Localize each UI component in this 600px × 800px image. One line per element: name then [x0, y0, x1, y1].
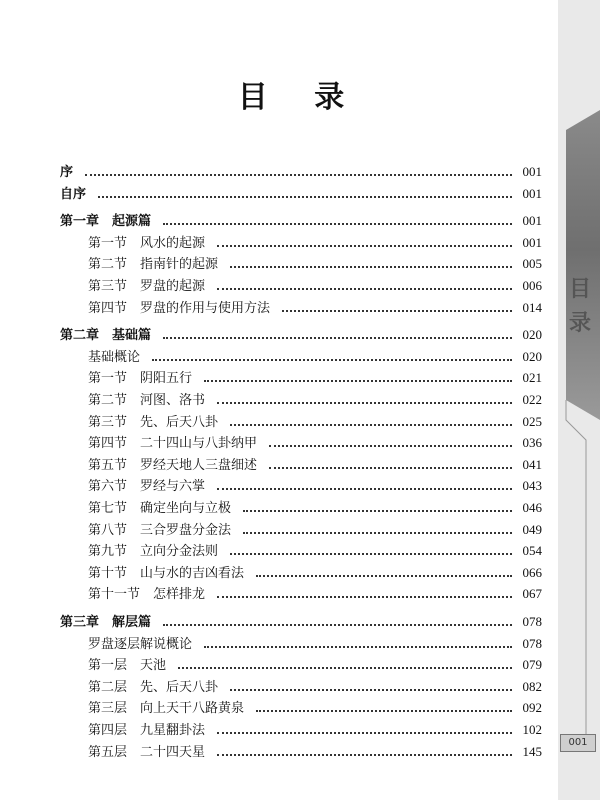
dot-leader [163, 223, 512, 225]
dot-leader [243, 510, 512, 512]
dot-leader [217, 288, 512, 290]
toc-entry-label: 第九节 立向分金法则 [88, 544, 219, 560]
dot-leader [217, 402, 512, 404]
toc-entry-label: 第五层 二十四天星 [88, 744, 206, 760]
toc-entry-page: 021 [522, 370, 542, 386]
toc-entry[interactable] [60, 388, 542, 408]
dot-leader [256, 575, 512, 577]
dot-leader [230, 553, 512, 555]
toc-entry[interactable] [60, 274, 542, 294]
toc-entry-label: 第四节 罗盘的作用与使用方法 [88, 300, 271, 316]
toc-entry-page: 079 [522, 657, 542, 673]
toc-entry[interactable] [60, 518, 542, 538]
side-tab-label: 目 录 [568, 277, 591, 336]
toc-entry[interactable] [60, 696, 542, 716]
toc-entry-page: 001 [522, 234, 542, 250]
toc-entry-label: 第三层 向上天干八路黄泉 [88, 701, 245, 717]
toc-entry[interactable] [60, 252, 542, 272]
toc-entry-page: 001 [522, 164, 542, 179]
toc-entry-label: 第三章 解层篇 [60, 615, 152, 630]
toc-entry-page: 041 [522, 456, 542, 472]
toc-entry-page: 014 [522, 299, 542, 315]
dot-leader [98, 196, 512, 198]
toc-entry[interactable] [60, 653, 542, 673]
dot-leader [269, 445, 512, 447]
toc-entry-label: 第二节 河图、洛书 [88, 393, 206, 408]
toc-entry[interactable] [60, 296, 542, 316]
toc-entry[interactable] [60, 496, 542, 516]
dot-leader [152, 359, 512, 361]
toc-entry-label: 第二层 先、后天八卦 [88, 679, 219, 695]
page-number: 001 [560, 734, 596, 752]
dot-leader [269, 467, 512, 469]
dot-leader [217, 596, 512, 598]
toc-entry[interactable] [60, 539, 542, 559]
toc-entry[interactable] [60, 410, 542, 430]
toc-entry-page: 025 [522, 413, 542, 429]
toc-entry-label: 第四层 九星翻卦法 [88, 723, 206, 738]
toc-entry-label: 第六节 罗经与六掌 [88, 479, 206, 495]
toc-entry-page: 022 [522, 392, 542, 407]
toc-entry-label: 第三节 罗盘的起源 [88, 279, 206, 294]
dot-leader [217, 754, 512, 756]
toc-entry[interactable] [60, 366, 542, 386]
toc-entry-label: 第十一节 怎样排龙 [88, 587, 206, 603]
toc-entry-page: 020 [522, 327, 542, 343]
dot-leader [243, 532, 512, 534]
dot-leader [230, 266, 512, 268]
page-title: 目 录 [237, 80, 363, 115]
side-tab-shape [558, 0, 600, 800]
dot-leader [204, 380, 512, 382]
toc-entry[interactable] [60, 610, 542, 630]
toc-entry-page: 092 [522, 700, 542, 716]
toc-entry[interactable] [60, 209, 542, 229]
toc-entry[interactable] [60, 453, 542, 473]
toc-entry-label: 第十节 山与水的吉凶看法 [88, 565, 245, 581]
toc-entry[interactable] [60, 582, 542, 602]
toc-entry-label: 第一节 风水的起源 [88, 235, 206, 251]
dot-leader [282, 310, 512, 312]
toc-entry-page: 145 [522, 743, 542, 759]
toc-entry-page: 066 [522, 564, 542, 580]
toc-entry-label: 第三节 先、后天八卦 [88, 414, 219, 430]
dot-leader [178, 667, 512, 669]
toc-entry-page: 001 [522, 185, 542, 201]
toc-entry[interactable] [60, 474, 542, 494]
toc-entry[interactable] [60, 231, 542, 251]
toc-entry-label: 第八节 三合罗盘分金法 [88, 522, 232, 538]
dot-leader [217, 732, 512, 734]
toc-entry-label: 序 [60, 165, 74, 180]
toc-entry-page: 067 [522, 586, 542, 602]
toc-entry-page: 054 [522, 543, 542, 559]
toc-entry-page: 082 [522, 678, 542, 694]
toc-entry[interactable] [60, 718, 542, 738]
toc-entry-label: 第五节 罗经天地人三盘细述 [88, 457, 258, 473]
toc-entry[interactable] [60, 160, 542, 180]
toc-entry-label: 第一层 天池 [88, 658, 167, 674]
toc-entry[interactable] [60, 740, 542, 760]
toc-entry[interactable] [60, 675, 542, 695]
toc-entry-page: 043 [522, 478, 542, 494]
dot-leader [163, 624, 512, 626]
toc-entry-label: 基础概论 [88, 349, 141, 365]
toc-entry-page: 036 [522, 435, 542, 451]
toc-entry-page: 102 [522, 722, 542, 737]
dot-leader [163, 337, 512, 339]
dot-leader [204, 646, 512, 648]
toc-entry-label: 第二章 基础篇 [60, 328, 152, 344]
toc-entry-label: 第四节 二十四山与八卦纳甲 [88, 436, 258, 452]
dot-leader [85, 174, 512, 176]
toc-entry-page: 078 [522, 635, 542, 651]
toc-entry-page: 001 [522, 213, 542, 229]
toc-entry[interactable] [60, 182, 542, 202]
toc-entry[interactable] [60, 561, 542, 581]
dot-leader [217, 245, 512, 247]
toc-entry[interactable] [60, 632, 542, 652]
toc-entry-page: 046 [522, 500, 542, 515]
toc-entry-label: 第一节 阴阳五行 [88, 371, 193, 387]
toc-entry-page: 049 [522, 521, 542, 537]
toc-entry-page: 078 [522, 614, 542, 629]
dot-leader [217, 488, 512, 490]
dot-leader [256, 710, 512, 712]
toc-entry-label: 罗盘逐层解说概论 [88, 636, 193, 652]
toc-entry-label: 第一章 起源篇 [60, 214, 152, 230]
toc-entry-page: 020 [522, 348, 542, 364]
toc-entry-page: 005 [522, 256, 542, 272]
toc-entry-label: 第二节 指南针的起源 [88, 257, 219, 273]
toc-entry[interactable] [60, 323, 542, 343]
toc-entry[interactable] [60, 431, 542, 451]
toc-entry-label: 第七节 确定坐向与立极 [88, 501, 232, 516]
dot-leader [230, 689, 512, 691]
toc-entry-label: 自序 [60, 186, 87, 202]
toc-entry[interactable] [60, 345, 542, 365]
toc-entry-page: 006 [522, 278, 542, 293]
dot-leader [230, 424, 512, 426]
